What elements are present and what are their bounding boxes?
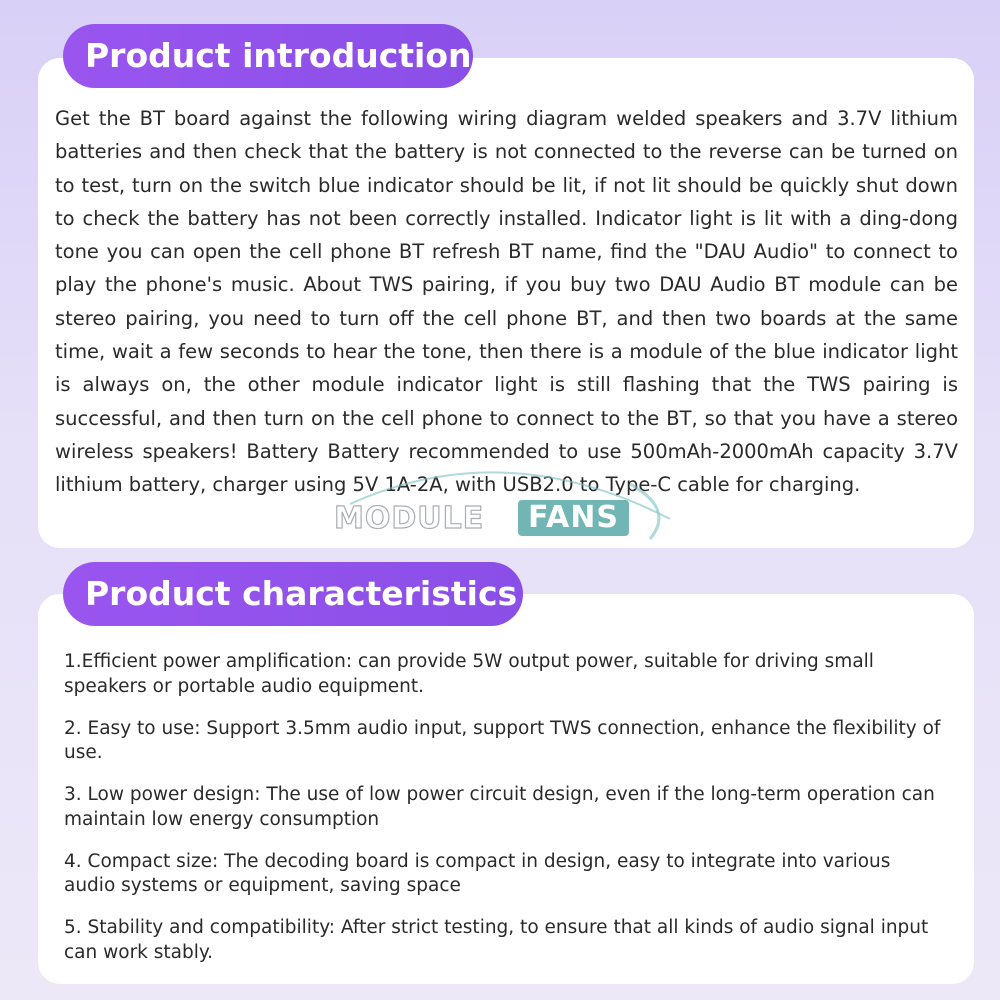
characteristic-item: 1.Efficient power amplification: can provide 5W output power, suitable for driving small speakers or portable audio equipment. (64, 651, 874, 697)
characteristic-item: 2. Easy to use: Support 3.5mm audio input, support TWS connection, enhance the flexibility of use. (64, 717, 941, 763)
characteristic-item: 3. Low power design: The use of low power circuit design, even if the long-term operation can maintain low energy consumption (64, 784, 935, 830)
watermark-word-fans: FANS (518, 500, 629, 536)
intro-heading: Product introduction (63, 24, 473, 88)
intro-paragraph: Get the BT board against the following wiring diagram welded speakers and 3.7V lithium batteries and then check that the battery is not connected to the reverse can be turned on to test, turn on the switch blue indicator should be lit, if not lit should be quickly shut down to check the battery has not been correctly installed. Indicator light is lit with a ding-dong tone you can open the cell phone BT refresh BT name, find the "DAU Audio" to connect to play the phone's music. About TWS pairing, if you buy two DAU Audio BT module can be stereo pairing, you need to turn off the cell phone BT, and then two boards at the same time, wait a few seconds to hear the tone, then there is a module of the blue indicator light is always on, the other module indicator light is still flashing that the TWS pairing is successful, and then turn on the cell phone to connect to the BT, so that you have a stereo wireless speakers! Battery Battery recommended to use 500mAh-2000mAh capacity 3.7V lithium battery, charger using 5V 1A-2A, with USB2.0 to Type-C cable for charging. (55, 107, 958, 497)
characteristic-item: 4. Compact size: The decoding board is compact in design, easy to integrate into various audio systems or equipment, saving space (64, 850, 891, 896)
characteristics-list (64, 650, 944, 983)
characteristics-heading: Product characteristics (63, 562, 523, 626)
characteristic-item: 5. Stability and compatibility: After strict testing, to ensure that all kinds of audio signal input can work stably. (64, 917, 929, 963)
